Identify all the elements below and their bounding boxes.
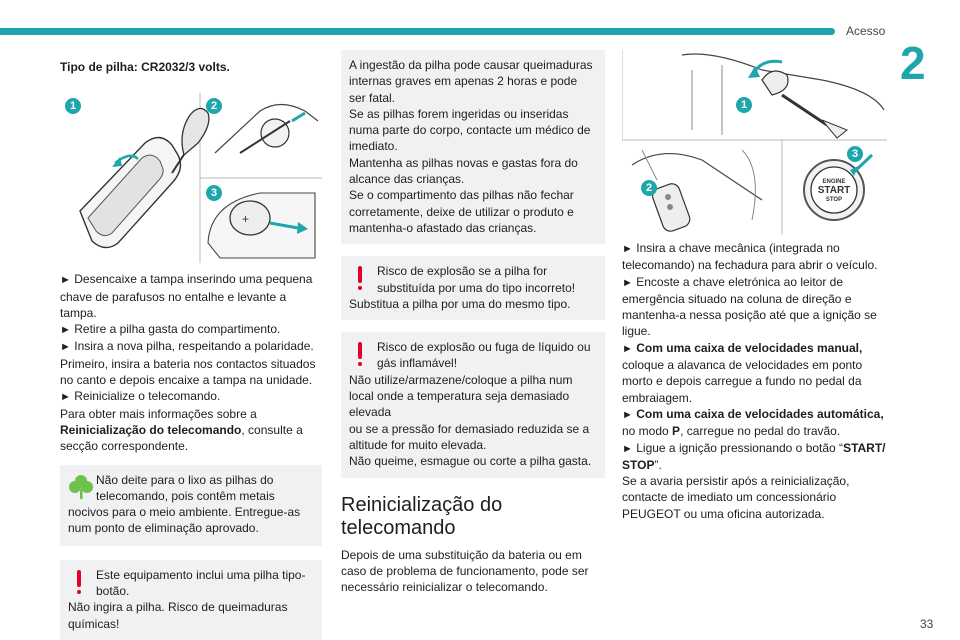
reinit-link[interactable]: Reinicialização do telecomando: [60, 422, 242, 437]
battery-compartment-icon: [215, 105, 318, 154]
step-auto-gearbox: ► Com uma caixa de velocidades automática,: [622, 406, 884, 421]
header-accent-bar: [0, 28, 835, 35]
section-body-reinit: Depois de uma substituição da bateria ou em caso de problema de funcionamento, pode ser necessário reinicializar o telecomando.: [341, 547, 589, 595]
step-auto-gearbox-detail: no modo P, carregue no pedal do travão.: [622, 424, 841, 439]
leak-warning-body-2: ou se a pressão for demasiado reduzida se a altitude for muito elevada.: [349, 421, 590, 452]
more-info-note: Para obter mais informações sobre a Reinicialização do telecomando, consulte a secção correspondente.: [60, 406, 303, 454]
section-title-reinit: Reinicialização do telecomando: [341, 493, 503, 539]
replacement-steps: [60, 271, 322, 454]
ingestion-warning-2: Se as pilhas forem ingeridas ou inseridas numa parte do corpo, contacte um médico de imediato.: [349, 106, 591, 154]
warning-icon: [349, 339, 373, 369]
eco-notice-box: [60, 465, 322, 546]
chapter-number: 2: [900, 37, 926, 89]
eco-notice-text: Não deite para o lixo as pilhas do telecomando, pois contêm metais nocivos para o meio ambiente. Entregue-as num ponto de eliminação aprovado.: [68, 472, 301, 536]
ingestion-warning-4: Se o compartimento das pilhas não fechar corretamente, deixe de utilizar o produto e mantenha-o afastado das crianças.: [349, 188, 574, 235]
ingestion-warning-1: A ingestão da pilha pode causar queimaduras internas graves em apenas 2 horas e pode ser fatal.: [349, 58, 593, 105]
key-fob-illustration: [60, 93, 322, 263]
leak-warning-body-1: Não utilize/armazene/coloque a pilha num local onde a temperatura seja demasiado elevada: [349, 372, 573, 420]
start-button-engine-text: ENGINE: [822, 179, 846, 185]
svg-text:+: +: [242, 212, 250, 227]
explosion-warning-box: [341, 256, 605, 320]
leak-warning-body-3: Não queime, esmague ou corte a pilha gasta.: [349, 454, 592, 469]
step-hold-key-reader: ► Encoste a chave eletrónica ao leitor de emergência situado na coluna de direção e mantenha-a nessa posição até que a ignição se ligue.: [622, 274, 877, 339]
column-battery-replacement: [60, 50, 322, 640]
start-button-stop-text: STOP: [825, 197, 843, 203]
new-battery-icon: [208, 193, 315, 258]
battery-replacement-figure: [60, 93, 322, 263]
button-battery-warning-title: Este equipamento inclui uma pilha tipo-botão.: [96, 567, 306, 599]
leak-warning-title: Risco de explosão ou fuga de líquido ou gás inflamável!: [377, 340, 591, 371]
figure-label-3: 3: [206, 185, 222, 201]
warning-icon: [68, 567, 92, 597]
step-remove-cover: ► Desencaixe a tampa inserindo uma pequena chave de parafusos no entalhe e levante a tampa.: [60, 272, 313, 320]
figure-label-3: 3: [847, 146, 863, 162]
battery-type: Tipo de pilha: CR2032/3 volts.: [60, 60, 230, 74]
step-insert-new-battery: ► Insira a nova pilha, respeitando a polaridade.: [60, 339, 314, 354]
step-insert-key: ► Insira a chave mecânica (integrada no telecomando) na fechadura para abrir o veículo.: [622, 241, 878, 273]
warning-icon: [349, 263, 373, 293]
figure-label-2: 2: [206, 98, 222, 114]
recycle-leaf-icon: [68, 472, 92, 502]
step-manual-gearbox-detail: coloque a alavanca de velocidades em ponto morto e depois carregue a fundo no pedal da embraiagem.: [622, 358, 863, 405]
step-manual-gearbox: ► Com uma caixa de velocidades manual,: [622, 340, 863, 355]
figure-label-2: 2: [641, 180, 657, 196]
figure-label-1: 1: [736, 97, 752, 113]
leak-warning-box: [341, 332, 605, 477]
key-fob-icon: [80, 138, 180, 248]
step-start-ignition: ► Ligue a ignição pressionando o botão “START/ STOP”.: [622, 440, 886, 472]
page-number: 33: [920, 617, 934, 631]
start-stop-button-icon: [804, 155, 872, 220]
figure-label-1: 1: [65, 98, 81, 114]
persist-note: Se a avaria persistir após a reinicialização, contacte de imediato um concessionário PEUGEOT ou uma oficina autorizada.: [622, 474, 850, 521]
column-battery-warnings: [341, 50, 605, 595]
explosion-warning-title: Risco de explosão se a pilha for substituída por uma do tipo incorreto!: [377, 264, 576, 295]
step-remove-old-battery: ► Retire a pilha gasta do compartimento.: [60, 322, 281, 337]
step-reinitialize: ► Reinicialize o telecomando.: [60, 389, 221, 404]
screwdriver-icon: [172, 109, 209, 174]
door-lock-icon: [682, 54, 884, 138]
button-battery-warning-body: Não ingira a pilha. Risco de queimaduras químicas!: [68, 600, 288, 631]
ingestion-warning-box: [341, 50, 605, 244]
emergency-start-steps: [622, 240, 887, 522]
ingestion-warning-3: Mantenha as pilhas novas e gastas fora do alcance das crianças.: [349, 155, 578, 187]
emergency-start-figure: [622, 50, 887, 235]
column-emergency-start: [622, 50, 887, 522]
explosion-warning-body: Substitua a pilha por uma do mesmo tipo.: [349, 296, 571, 311]
header-title: Acesso: [846, 24, 886, 38]
emergency-start-illustration: [622, 50, 887, 235]
first-insert-note: Primeiro, insira a bateria nos contactos situados no canto e depois encaixe a tampa na unidade.: [60, 356, 316, 388]
button-battery-warning-box: [60, 560, 322, 640]
start-button-start-text: START: [817, 185, 851, 196]
